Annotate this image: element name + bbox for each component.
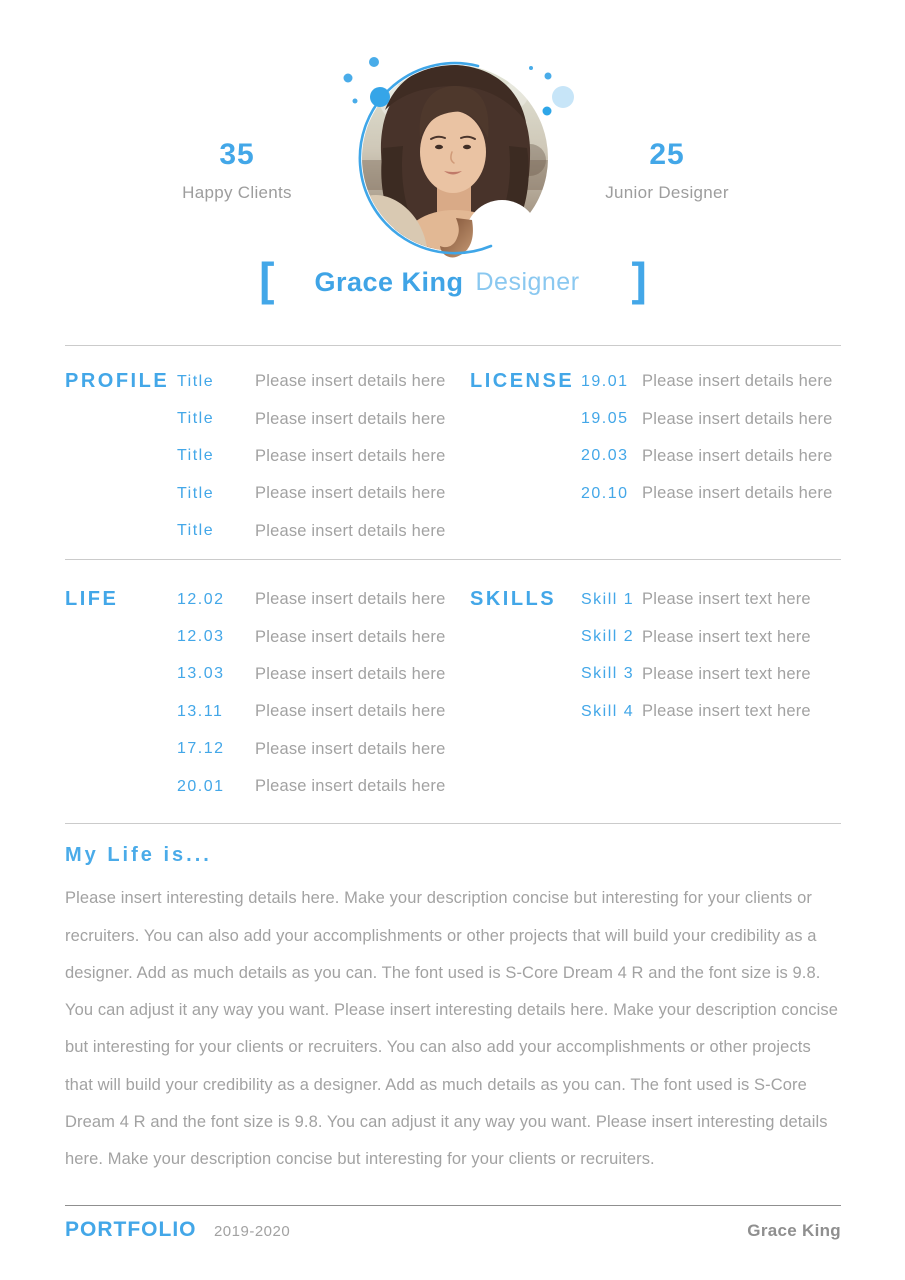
- profile-photo-illustration: [325, 40, 585, 280]
- stat-happy-clients: [127, 138, 347, 203]
- row-value: Please insert details here: [642, 484, 833, 503]
- section-about: [65, 823, 841, 1204]
- row-value: Please insert details here: [255, 777, 446, 796]
- row-key: Skill 4: [581, 702, 635, 720]
- row-key: Skill 2: [581, 628, 635, 646]
- skills-rows: [581, 581, 841, 731]
- band-life-skills: [65, 559, 841, 823]
- footer-name: Grace King: [747, 1220, 841, 1240]
- row-value: Please insert details here: [255, 409, 446, 428]
- row-value: Please insert details here: [255, 627, 446, 646]
- section-life: [65, 581, 470, 805]
- license-row: [581, 475, 841, 512]
- profile-row: [177, 438, 470, 475]
- row-value: Please insert details here: [255, 446, 446, 465]
- footer-left: [65, 1218, 290, 1242]
- row-value: Please insert details here: [255, 484, 446, 503]
- section-title: LIFE: [65, 587, 119, 610]
- profile-row: [177, 475, 470, 512]
- row-value: Please insert details here: [255, 702, 446, 721]
- row-key: Title: [177, 447, 215, 465]
- life-row: [177, 768, 470, 805]
- stat-value: 35: [219, 138, 255, 171]
- footer-period: 2019-2020: [213, 1222, 291, 1240]
- row-value: Please insert details here: [255, 521, 446, 540]
- license-row: [581, 438, 841, 475]
- bracket-close-icon: ]: [631, 253, 647, 305]
- row-key: Title: [177, 522, 215, 540]
- row-value: Please insert details here: [642, 372, 833, 391]
- row-key: 19.01: [581, 372, 629, 390]
- life-row: [177, 656, 470, 693]
- band-profile-license: [65, 345, 841, 559]
- row-value: Please insert details here: [255, 590, 446, 609]
- person-name: Grace King: [314, 266, 464, 297]
- profile-rows: [177, 363, 470, 550]
- row-key: 20.01: [177, 777, 225, 795]
- row-value: Please insert details here: [255, 372, 446, 391]
- row-key: Skill 3: [581, 665, 635, 683]
- section-skills: [470, 581, 841, 805]
- life-row: [177, 618, 470, 655]
- row-value: Please insert details here: [255, 664, 446, 683]
- footer-brand: PORTFOLIO: [65, 1217, 197, 1241]
- footer: [65, 1205, 841, 1242]
- row-value: Please insert details here: [642, 409, 833, 428]
- license-row: [581, 400, 841, 437]
- stat-junior-designer: [557, 138, 777, 203]
- about-title: My Life is...: [65, 844, 212, 867]
- skill-row: [581, 693, 841, 730]
- section-license: [470, 363, 841, 550]
- life-row: [177, 731, 470, 768]
- skill-row: [581, 618, 841, 655]
- section-title: PROFILE: [65, 370, 170, 392]
- row-value: Please insert details here: [642, 446, 833, 465]
- row-key: Title: [177, 372, 215, 390]
- life-row: [177, 693, 470, 730]
- row-key: 12.02: [177, 590, 225, 608]
- bracket-open-icon: [: [259, 253, 275, 305]
- license-rows: [581, 363, 841, 513]
- row-value: Please insert text here: [642, 627, 811, 646]
- profile-row: [177, 513, 470, 550]
- row-value: Please insert text here: [642, 702, 811, 721]
- profile-row: [177, 400, 470, 437]
- row-key: Title: [177, 484, 215, 502]
- page-content: [65, 0, 841, 1242]
- person-role: Designer: [475, 267, 580, 296]
- skill-row: [581, 581, 841, 618]
- stat-label: Junior Designer: [605, 183, 729, 202]
- row-key: 19.05: [581, 410, 629, 428]
- profile-row: [177, 363, 470, 400]
- row-key: Title: [177, 410, 215, 428]
- row-value: Please insert details here: [255, 739, 446, 758]
- row-key: Skill 1: [581, 590, 635, 608]
- row-key: 20.10: [581, 484, 629, 502]
- row-key: 13.11: [177, 702, 224, 720]
- skill-row: [581, 656, 841, 693]
- row-value: Please insert text here: [642, 664, 811, 683]
- section-title: LICENSE: [470, 370, 575, 392]
- header: [65, 0, 841, 345]
- row-key: 12.03: [177, 628, 225, 646]
- life-rows: [177, 581, 470, 805]
- license-row: [581, 363, 841, 400]
- life-row: [177, 581, 470, 618]
- about-body: Please insert interesting details here. Make your description concise but interesting for your clients or recruiters. You can also add your accomplishments or other projects that will build your credibility as a designer. Add as much details as you can. The font used is S-Core Dream 4 R and the font size is 9.8. You can adjust it any way you want. Please insert interesting details here. Make your description concise but interesting for your clients or recruiters. You can also add your accomplishments or other projects that will build your credibility as a designer. Add as much details as you can. The font used is S-Core Dream 4 R and the font size is 9.8. You can adjust it any way you want. Please insert interesting details here. Make your description concise but interesting for your clients or recruiters.: [65, 889, 838, 1169]
- row-value: Please insert text here: [642, 590, 811, 609]
- profile-photo: [325, 40, 585, 280]
- row-key: 20.03: [581, 447, 629, 465]
- row-key: 17.12: [177, 740, 225, 758]
- section-title: SKILLS: [470, 587, 557, 610]
- stat-value: 25: [649, 138, 685, 171]
- row-key: 13.03: [177, 665, 225, 683]
- section-profile: [65, 363, 470, 550]
- stat-label: Happy Clients: [182, 183, 292, 202]
- name-banner: [65, 254, 841, 310]
